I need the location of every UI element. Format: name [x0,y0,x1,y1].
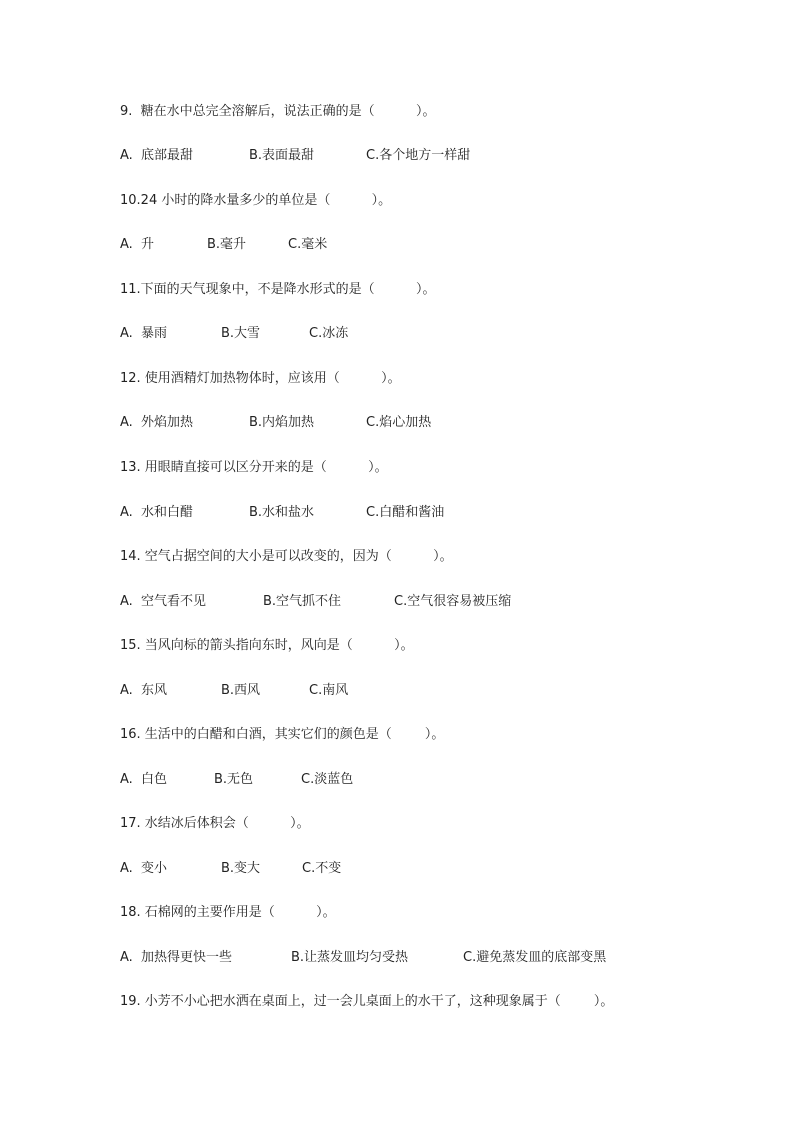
option-a: A. 白色 [120,772,168,787]
option-c: C.淡蓝色 [301,772,354,787]
question-13-stem: 13. 用眼睛直接可以区分开来的是（ ）。 [120,460,388,475]
option-b: B.空气抓不住 [263,594,342,609]
option-a: A. 空气看不见 [120,594,207,609]
option-c: C.焰心加热 [366,415,432,430]
option-b: B.内焰加热 [249,415,315,430]
option-a: A. 底部最甜 [120,148,194,163]
question-9-stem: 9. 糖在水中总完全溶解后，说法正确的是（ ）。 [120,104,436,119]
option-c: C.冰冻 [309,326,349,341]
option-b: B.西风 [221,683,261,698]
question-16-stem: 16. 生活中的白醋和白酒，其实它们的颜色是（ ）。 [120,727,445,742]
option-c: C.南风 [309,683,349,698]
option-b: B.毫升 [207,237,247,252]
question-14-stem: 14. 空气占据空间的大小是可以改变的，因为（ ）。 [120,549,453,564]
question-12-stem: 12. 使用酒精灯加热物体时，应该用（ ）。 [120,371,401,386]
option-c: C.避免蒸发皿的底部变黑 [463,950,607,965]
option-a: A. 加热得更快一些 [120,950,233,965]
question-17-stem: 17. 水结冰后体积会（ ）。 [120,816,310,831]
option-c: C.各个地方一样甜 [366,148,471,163]
option-a: A. 水和白醋 [120,505,194,520]
option-b: B.无色 [214,772,254,787]
option-b: B.让蒸发皿均匀受热 [291,950,409,965]
option-a: A. 变小 [120,861,168,876]
option-b: B.变大 [221,861,261,876]
option-a: A. 外焰加热 [120,415,194,430]
option-c: C.毫米 [288,237,328,252]
question-10-stem: 10.24 小时的降水量多少的单位是（ ）。 [120,193,392,208]
option-c: C.不变 [302,861,342,876]
question-11-stem: 11.下面的天气现象中，不是降水形式的是（ ）。 [120,282,436,297]
option-b: B.大雪 [221,326,261,341]
question-19-stem: 19. 小芳不小心把水洒在桌面上，过一会儿桌面上的水干了，这种现象属于（ ）。 [120,994,614,1009]
option-a: A. 东风 [120,683,168,698]
option-a: A. 暴雨 [120,326,168,341]
option-a: A. 升 [120,237,155,252]
option-c: C.空气很容易被压缩 [394,594,512,609]
question-15-stem: 15. 当风向标的箭头指向东时，风向是（ ）。 [120,638,414,653]
option-c: C.白醋和酱油 [366,505,445,520]
question-18-stem: 18. 石棉网的主要作用是（ ）。 [120,905,336,920]
option-b: B.表面最甜 [249,148,315,163]
option-b: B.水和盐水 [249,505,315,520]
